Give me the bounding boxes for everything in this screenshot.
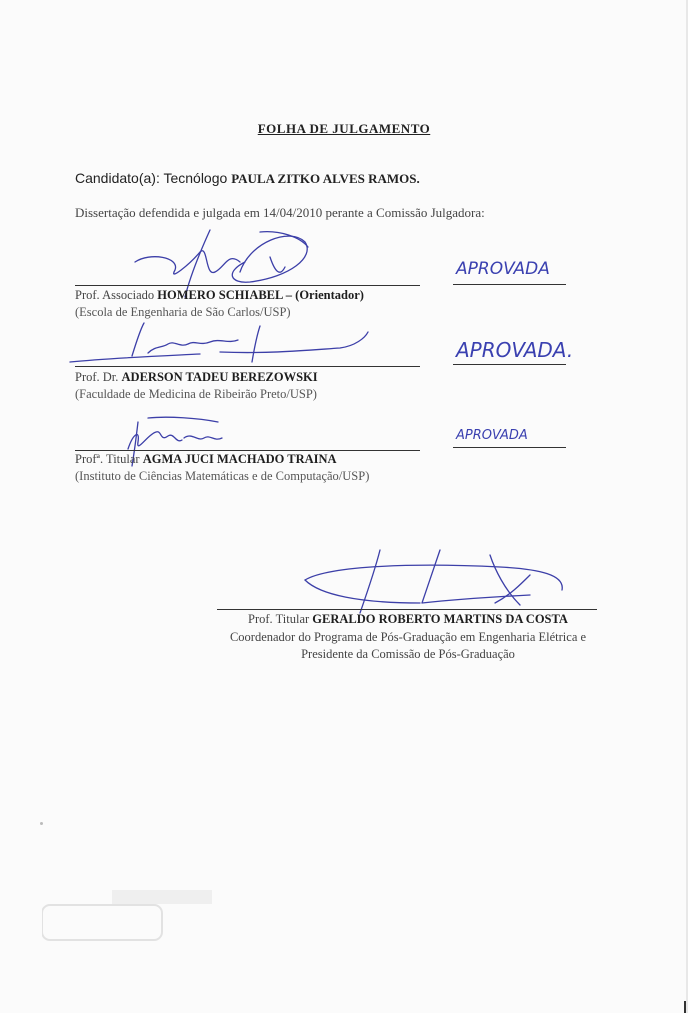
member-institution-agma: (Instituto de Ciências Matemáticas e de Computação/USP) (75, 469, 370, 483)
paper-speck (40, 822, 43, 825)
member-title-aderson (75, 370, 318, 385)
verdict-aderson: APROVADA. (456, 338, 574, 362)
candidate-label: Candidato(a): Tecnólogo (75, 170, 232, 186)
member-title-homero (75, 288, 364, 303)
scan-edge-mark (684, 1001, 686, 1013)
member-name: HOMERO SCHIABEL – (Orientador) (157, 288, 364, 302)
signature-aderson-berezowski (70, 318, 370, 373)
coordinator-role-line-2: Presidente da Comissão de Pós-Graduação (301, 647, 515, 661)
member-prefix: Prof. Associado (75, 288, 158, 302)
member-name: ADERSON TADEU BEREZOWSKI (121, 370, 318, 384)
member-title-agma (75, 452, 337, 467)
member-name: AGMA JUCI MACHADO TRAINA (142, 452, 337, 466)
signature-line-coordinator (217, 609, 597, 610)
coordinator-title (0, 612, 688, 627)
candidate-name: PAULA ZITKO ALVES RAMOS. (231, 171, 420, 186)
member-institution-homero: (Escola de Engenharia de São Carlos/USP) (75, 305, 291, 319)
signature-line-aderson (75, 366, 420, 367)
document-title: FOLHA DE JULGAMENTO (257, 121, 431, 136)
candidate-line (75, 170, 420, 187)
verdict-agma: APROVADA (456, 428, 528, 443)
faint-watermark-stamp (42, 885, 222, 945)
member-institution-aderson: (Faculdade de Medicina de Ribeirão Preto/USP) (75, 387, 317, 401)
verdict-line-agma (453, 447, 566, 448)
coordinator-role-line-1: Coordenador do Programa de Pós-Graduação em Engenharia Elétrica e (229, 630, 587, 644)
signature-line-agma (75, 450, 420, 451)
signature-line-homero (75, 285, 420, 286)
defense-statement: Dissertação defendida e julgada em 14/04/2010 perante a Comissão Julgadora: (75, 205, 485, 220)
member-prefix: Profª. Titular (75, 452, 143, 466)
member-prefix: Prof. Dr. (75, 370, 122, 384)
coordinator-prefix: Prof. Titular (248, 612, 313, 626)
signature-geraldo-costa (300, 545, 580, 615)
coordinator-name: GERALDO ROBERTO MARTINS DA COSTA (312, 612, 568, 626)
verdict-homero: APROVADA (456, 259, 550, 279)
verdict-line-homero (453, 284, 566, 285)
verdict-line-aderson (453, 364, 566, 365)
